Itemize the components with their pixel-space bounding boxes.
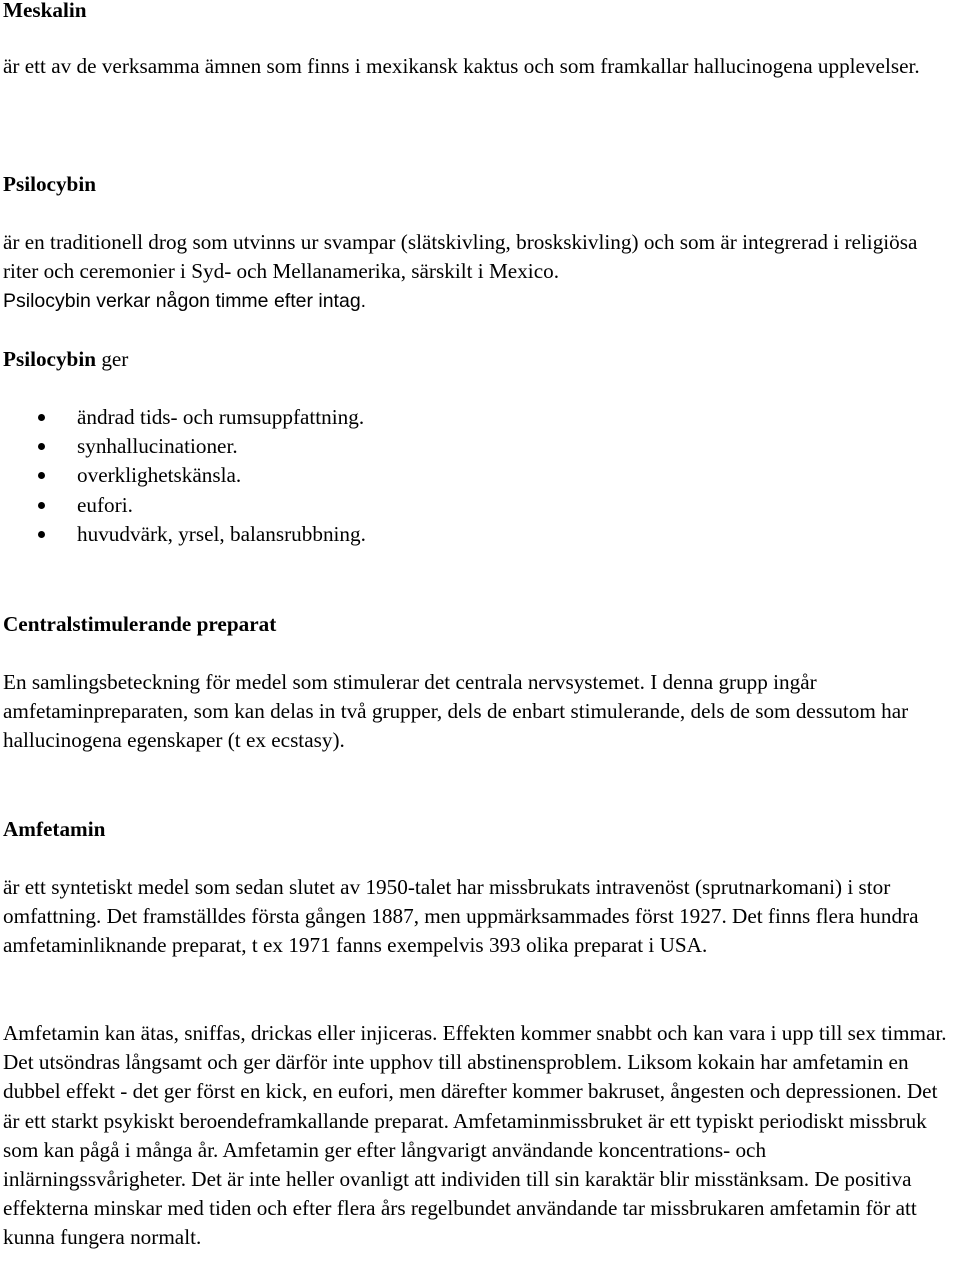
- bullet-icon: [38, 531, 45, 538]
- heading-psilocybin: Psilocybin: [3, 172, 97, 196]
- psilocybin-effects-intro-rest: ger: [96, 347, 129, 371]
- paragraph-psilocybin: [3, 228, 953, 317]
- heading-amfetamin: Amfetamin: [3, 817, 106, 841]
- bullet-icon: [38, 472, 45, 479]
- paragraph-amfetamin-2: Amfetamin kan ätas, sniffas, drickas eller injiceras. Effekten kommer snabbt och kan vara i upp till sex timmar. Det utsöndras långsamt och ger därför inte upphov till abstinensproblem. Liksom kokain har amfetamin en dubbel effekt - det ger först en kick, en eufori, men därefter kommer bakruset, ångesten och depressionen. Det är ett starkt psykiskt beroendeframkallande preparat. Amfetaminmissbruket är ett typiskt periodiskt missbruk som kan pågå i många år. Amfetamin ger efter långvarigt användande koncentrations- och inlärningssvårigheter. Det är inte heller ovanligt att individen till sin karaktär blir misstänksam. De positiva effekterna minskar med tiden och efter flera års regelbundet användande tar missbrukaren amfetamin för att kunna fungera normalt.: [3, 1021, 947, 1250]
- list-item: synhallucinationer.: [3, 432, 366, 461]
- paragraph-centralstimulerande: En samlingsbeteckning för medel som stimulerar det centrala nervsystemet. I denna grupp ingår amfetaminpreparaten, som kan delas in två grupper, dels de enbart stimulerande, dels de som dessutom har hallucinogena egenskaper (t ex ecstasy).: [3, 670, 909, 753]
- paragraph-meskalin: är ett av de verksamma ämnen som finns i mexikansk kaktus och som framkallar hallucinogena upplevelser.: [3, 54, 920, 78]
- psilocybin-effects-list: [3, 403, 366, 549]
- list-item: overklighetskänsla.: [3, 461, 366, 490]
- paragraph-amfetamin-1: är ett syntetiskt medel som sedan slutet av 1950-talet har missbrukats intravenöst (sprutnarkomani) i stor omfattning. Det framställdes första gången 1887, men uppmärksammades först 1927. Det finns flera hundra amfetaminliknande preparat, t ex 1971 fanns exempelvis 393 olika preparat i USA.: [3, 875, 919, 958]
- list-item: ändrad tids- och rumsuppfattning.: [3, 403, 366, 432]
- bullet-icon: [38, 443, 45, 450]
- heading-centralstimulerande: Centralstimulerande preparat: [3, 612, 277, 636]
- heading-meskalin: Meskalin: [3, 0, 87, 22]
- list-item: eufori.: [3, 491, 366, 520]
- bullet-icon: [38, 502, 45, 509]
- paragraph-psilocybin-part1: är en traditionell drog som utvinns ur svampar (slätskivling, broskskivling) och som är integrerad i religiösa riter och ceremonier i Syd- och Mellanamerika, särskilt i Mexico.: [3, 230, 918, 284]
- psilocybin-effects-intro-bold: Psilocybin: [3, 347, 97, 371]
- paragraph-psilocybin-part2: Psilocybin verkar någon timme efter intag.: [3, 290, 367, 313]
- list-item: huvudvärk, yrsel, balansrubbning.: [3, 520, 366, 549]
- bullet-icon: [38, 414, 45, 421]
- psilocybin-effects-intro: [3, 345, 128, 374]
